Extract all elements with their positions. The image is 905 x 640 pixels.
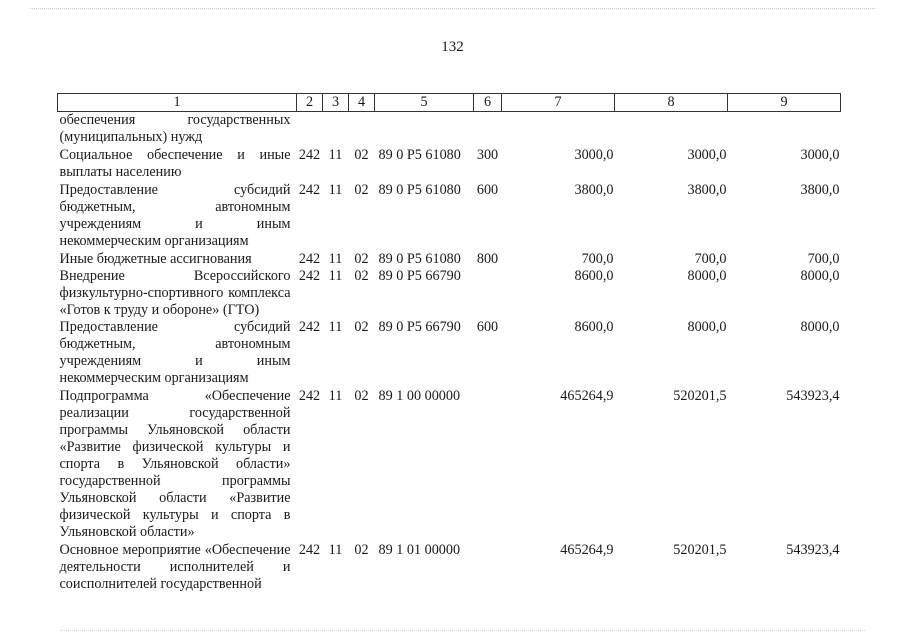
row-amount-year2: 8000,0 [687, 319, 727, 335]
row-amount-year2 [615, 112, 728, 148]
row-code-target: 89 0 P5 66790 [378, 268, 461, 284]
table-row [58, 542, 841, 593]
row-code-ministry: 242 [298, 182, 321, 198]
row-code-target [375, 112, 474, 148]
row-amount-year1: 8600,0 [574, 268, 614, 284]
row-amount-year1 [502, 112, 615, 148]
row-code-expense-type: 600 [476, 182, 499, 198]
row-code-ministry [297, 112, 323, 148]
scan-edge-bottom [60, 630, 865, 633]
row-amount-year3: 543923,4 [786, 542, 840, 558]
table-row [58, 268, 841, 319]
row-code-subsection [349, 112, 375, 148]
row-code-target: 89 0 P5 61080 [378, 147, 461, 163]
row-code-target: 89 1 00 00000 [378, 388, 461, 404]
column-header: 7 [502, 94, 615, 112]
row-code-ministry: 242 [298, 251, 321, 267]
column-header: 3 [323, 94, 349, 112]
row-amount-year1: 465264,9 [560, 388, 614, 404]
row-amount-year1: 3000,0 [574, 147, 614, 163]
row-code-subsection: 02 [354, 268, 369, 284]
row-amount-year3: 8000,0 [800, 319, 840, 335]
column-header: 5 [375, 94, 474, 112]
scan-edge-top [30, 8, 875, 11]
table-row [58, 319, 841, 388]
column-header: 2 [297, 94, 323, 112]
row-code-subsection: 02 [354, 319, 369, 335]
table-header-row [58, 94, 841, 112]
table-row [58, 388, 841, 542]
row-code-section: 11 [328, 182, 343, 198]
row-amount-year2: 3800,0 [687, 182, 727, 198]
row-code-section: 11 [328, 319, 343, 335]
row-code-expense-type [474, 268, 502, 319]
table-row [58, 147, 841, 182]
row-amount-year3: 8000,0 [800, 268, 840, 284]
row-code-expense-type: 300 [476, 147, 499, 163]
row-amount-year1: 8600,0 [574, 319, 614, 335]
table-row [58, 251, 841, 268]
row-code-section: 11 [328, 251, 343, 267]
row-amount-year1: 465264,9 [560, 542, 614, 558]
row-code-ministry: 242 [298, 268, 321, 284]
row-code-expense-type: 800 [476, 251, 499, 267]
row-code-ministry: 242 [298, 319, 321, 335]
row-code-section: 11 [328, 388, 343, 404]
column-header: 1 [58, 94, 297, 112]
row-code-section: 11 [328, 147, 343, 163]
row-name: Внедрение Всероссийского физкультурно-спортивного комплекса «Готов к труду и обороне» (ГТО) [59, 268, 291, 318]
row-code-subsection: 02 [354, 251, 369, 267]
row-amount-year2: 3000,0 [687, 147, 727, 163]
row-code-target: 89 0 P5 66790 [378, 319, 461, 335]
row-amount-year1: 3800,0 [574, 182, 614, 198]
row-name: Подпрограмма «Обеспечение реализации государственной программы Ульяновской области «Развитие физической культуры и спорта в Ульяновской области» государственной программы Ульяновской области «Развитие физической культуры и спорта в Ульяновской области» [59, 388, 291, 540]
row-code-expense-type [474, 542, 502, 593]
row-code-target: 89 0 P5 61080 [378, 251, 461, 267]
row-amount-year2: 520201,5 [673, 542, 727, 558]
row-code-ministry: 242 [298, 542, 321, 558]
row-code-expense-type [474, 112, 502, 148]
row-amount-year3 [728, 112, 841, 148]
row-code-subsection: 02 [354, 542, 369, 558]
column-header: 4 [349, 94, 375, 112]
row-name: Предоставление субсидий бюджетным, автономным учреждениям и иным некоммерческим организациям [59, 182, 291, 249]
row-name: Предоставление субсидий бюджетным, автономным учреждениям и иным некоммерческим организациям [59, 319, 291, 386]
row-code-section: 11 [328, 542, 343, 558]
row-name: Социальное обеспечение и иные выплаты населению [59, 147, 291, 180]
row-amount-year3: 3800,0 [800, 182, 840, 198]
row-amount-year3: 700,0 [807, 251, 840, 267]
row-code-target: 89 1 01 00000 [378, 542, 461, 558]
row-code-subsection: 02 [354, 388, 369, 404]
row-name: Основное мероприятие «Обеспечение деятельности исполнителей и соисполнителей государственной [59, 542, 291, 592]
row-code-subsection: 02 [354, 182, 369, 198]
table-row [58, 112, 841, 148]
row-code-section: 11 [328, 268, 343, 284]
page-number: 132 [441, 39, 464, 55]
budget-table [57, 93, 841, 593]
row-code-ministry: 242 [298, 388, 321, 404]
row-name: обеспечения государственных (муниципальных) нужд [59, 112, 291, 145]
row-name: Иные бюджетные ассигнования [59, 251, 252, 267]
row-amount-year1: 700,0 [581, 251, 614, 267]
column-header: 8 [615, 94, 728, 112]
row-code-section [323, 112, 349, 148]
table-row [58, 182, 841, 251]
row-code-expense-type [474, 388, 502, 542]
row-amount-year2: 520201,5 [673, 388, 727, 404]
row-amount-year2: 700,0 [694, 251, 727, 267]
row-code-ministry: 242 [298, 147, 321, 163]
row-code-expense-type: 600 [476, 319, 499, 335]
row-amount-year3: 3000,0 [800, 147, 840, 163]
column-header: 6 [474, 94, 502, 112]
row-code-subsection: 02 [354, 147, 369, 163]
row-code-target: 89 0 P5 61080 [378, 182, 461, 198]
row-amount-year3: 543923,4 [786, 388, 840, 404]
column-header: 9 [728, 94, 841, 112]
row-amount-year2: 8000,0 [687, 268, 727, 284]
